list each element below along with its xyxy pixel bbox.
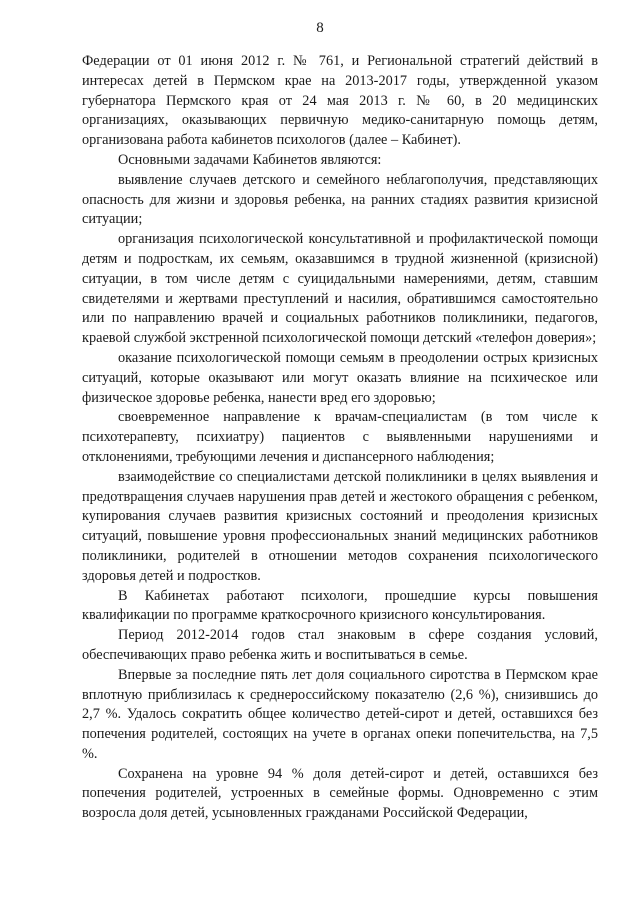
paragraph-task-detection: выявление случаев детского и семейного неблагополучия, представляющих опасность для жизни и здоровья ребенка, на ранних стадиях развития кризисной ситуации;	[82, 171, 598, 228]
paragraph-tasks-intro: Основными задачами Кабинетов являются:	[118, 151, 382, 168]
paragraph-task-cooperation: взаимодействие со специалистами детской поликлиники в целях выявления и предотвращения случаев нарушения прав детей и жестокого обращения с ребенком, купирования случаев развития кризисных состояний и преодоления кризисных ситуаций, повышение уровня профессиональных знаний медицинских работников поликлиники, родителей в отношении методов сохранения психологического здоровья детей и подростков.	[82, 468, 598, 584]
paragraph-task-consulting: организация психологической консультативной и профилактической помощи детям и подросткам, их семьям, оказавшимся в трудной жизненной (кризисной) ситуации, в том числе детям с суицидальными намерениями, детям, ставшим свидетелями и жертвами преступлений и насилия, обратившимся самостоятельно или по направлению врачей и социальных работников поликлиники, педагогов, краевой службой экстренной психологической помощи детский «телефон доверия»;	[82, 231, 598, 347]
paragraph-orphanhood: Впервые за последние пять лет доля социального сиротства в Пермском крае вплотную приблизилась к среднероссийскому показателю (2,6 %), снизившись до 2,7 %. Удалось сократить общее количество детей-сирот и детей, оставшихся без попечения родителей, состоящих на учете в органах опеки попечительства, на 7,5 %.	[82, 666, 598, 762]
paragraph-continuation: Федерации от 01 июня 2012 г. № 761, и Региональной стратегий действий в интересах детей в Пермском крае на 2013-2017 годы, утвержденной указом губернатора Пермского края от 24 мая 2013 г. № 60, в 20 медицинских организациях, оказывающих первичную медико-санитарную помощь детям, организована работа кабинетов психологов (далее – Кабинет).	[82, 53, 598, 149]
paragraph-family-placement: Сохранена на уровне 94 % доля детей-сирот и детей, оставшихся без попечения родителей, устроенных в семейные формы. Одновременно с этим возросла доля детей, усыновленных гражданами Российской Федерации,	[82, 765, 598, 822]
page-number: 8	[316, 20, 324, 36]
paragraph-period: Период 2012-2014 годов стал знаковым в сфере создания условий, обеспечивающих право ребенка жить и воспитываться в семье.	[82, 627, 598, 663]
paragraph-psychologists: В Кабинетах работают психологи, прошедшие курсы повышения квалификации по программе краткосрочного кризисного консультирования.	[82, 587, 598, 624]
document-body	[82, 52, 598, 824]
paragraph-task-referral: своевременное направление к врачам-специалистам (в том числе к психотерапевту, психиатру) пациентов с выявленными нарушениями и отклонениями, требующими лечения и диспансерного наблюдения;	[82, 409, 598, 465]
paragraph-task-family-help: оказание психологической помощи семьям в преодолении острых кризисных ситуаций, которые оказывают или могут оказать влияние на психическое или физическое здоровье ребенка, нанести вред его здоровью;	[82, 349, 598, 406]
